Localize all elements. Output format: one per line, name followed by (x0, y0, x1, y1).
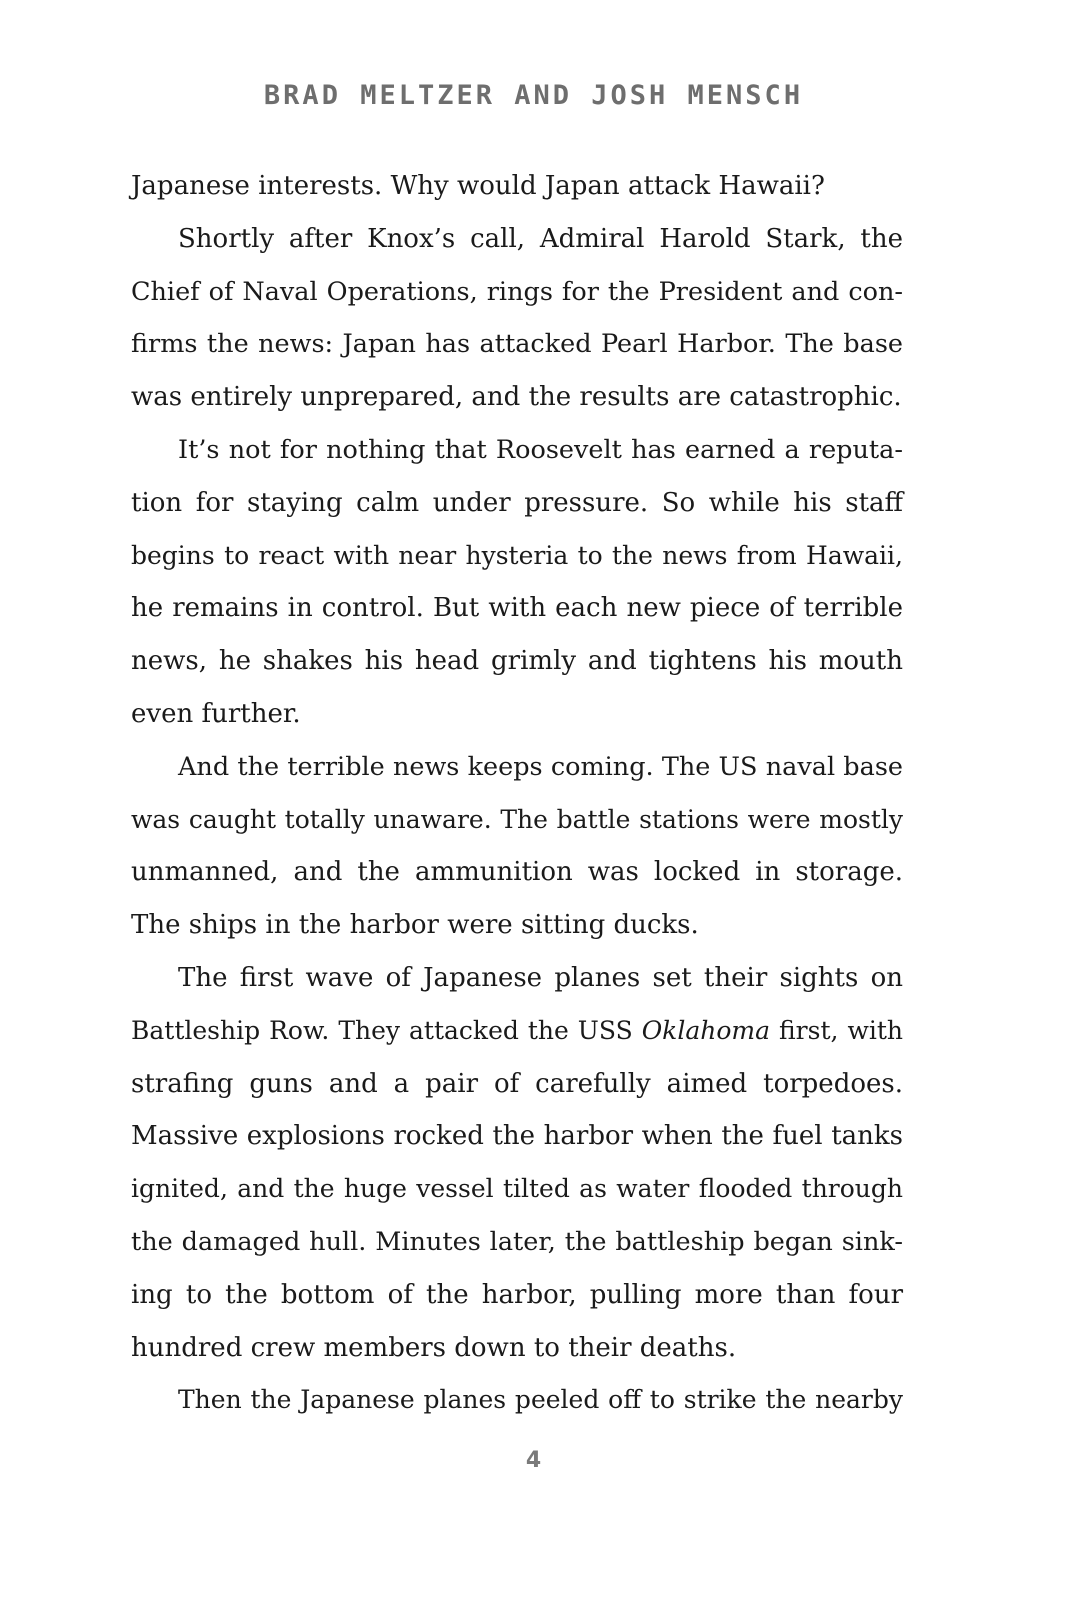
text-segment: Battleship Row. They attacked the USS (131, 1015, 642, 1045)
text-line: Then the Japanese planes peeled off to strike the nearby (178, 1385, 903, 1415)
text-line: begins to react with near hysteria to the news from Hawaii, (131, 540, 903, 570)
text-line: ing to the bottom of the harbor, pulling more than four (131, 1279, 903, 1310)
running-head: BRAD MELTZER AND JOSH MENSCH (263, 80, 804, 111)
text-line: Massive explosions rocked the harbor when the fuel tanks (131, 1121, 903, 1152)
text-line: news, he shakes his head grimly and tightens his mouth (131, 646, 903, 677)
text-line: ignited, and the huge vessel tilted as water flooded through (131, 1174, 903, 1204)
text-line: unmanned, and the ammunition was locked in storage. (131, 857, 903, 888)
text-line: Japanese interests. Why would Japan attack Hawaii? (131, 171, 825, 201)
text-line (131, 1005, 903, 1058)
text-line: was entirely unprepared, and the results are catastrophic. (131, 382, 902, 413)
page-number: 4 (525, 1448, 542, 1473)
ship-name-italic: Oklahoma (641, 1015, 770, 1045)
text-line: The ships in the harbor were sitting ducks. (131, 910, 699, 941)
text-line: And the terrible news keeps coming. The US naval base (178, 751, 903, 782)
body-text (131, 160, 903, 1427)
text-line: he remains in control. But with each new piece of terrible (131, 593, 903, 624)
text-line: was caught totally unaware. The battle stations were mostly (131, 804, 903, 834)
text-line: strafing guns and a pair of carefully aimed torpedoes. (131, 1068, 903, 1099)
text-line: Shortly after Knox’s call, Admiral Harold Stark, the (178, 223, 903, 254)
text-line: It’s not for nothing that Roosevelt has earned a reputa- (178, 434, 903, 465)
text-line: The first wave of Japanese planes set their sights on (178, 962, 903, 993)
text-line: Chief of Naval Operations, rings for the President and con- (131, 276, 903, 307)
text-line: hundred crew members down to their deaths. (131, 1332, 737, 1363)
text-line: firms the news: Japan has attacked Pearl Harbor. The base (131, 329, 903, 360)
text-line: the damaged hull. Minutes later, the battleship began sink- (131, 1226, 903, 1257)
text-line: tion for staying calm under pressure. So while his staff (131, 487, 903, 518)
text-segment: first, with (770, 1015, 903, 1045)
text-line: even further. (131, 698, 301, 729)
